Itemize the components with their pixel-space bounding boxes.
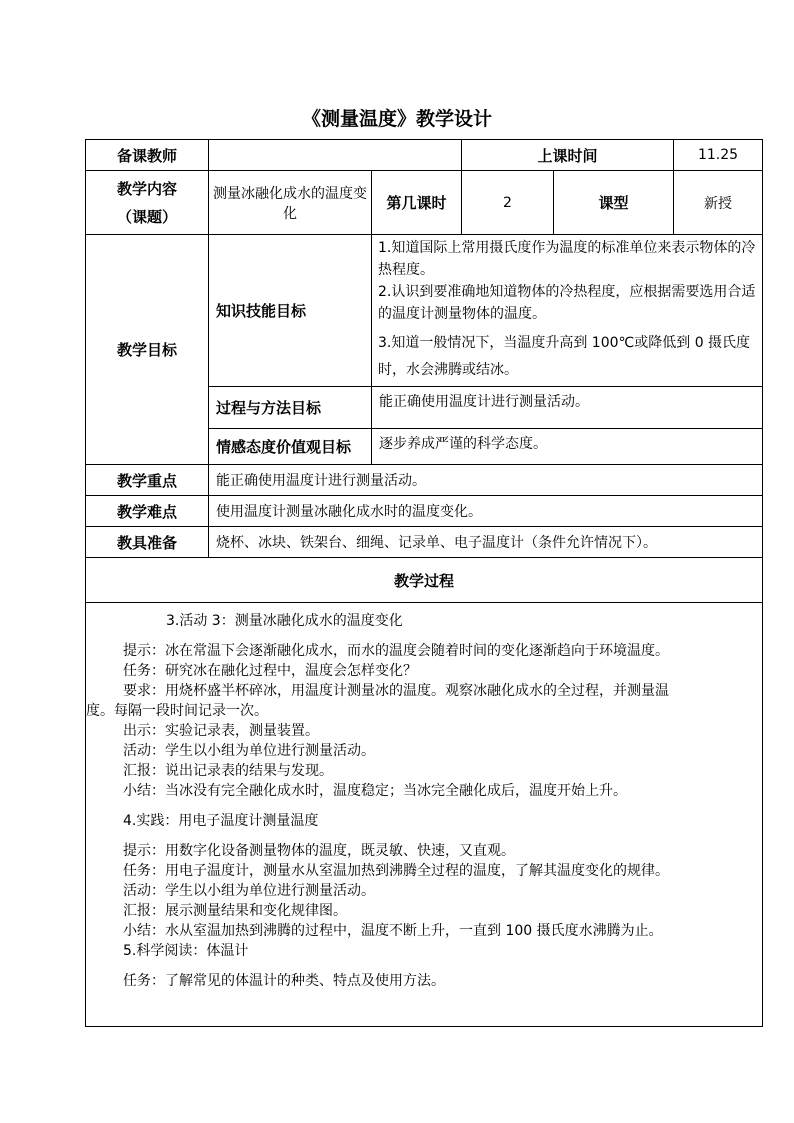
lesson-label: 第几课时 [372,171,462,235]
knowledge-items [372,235,763,387]
process-line: 出示：实验记录表，测量装置。 [123,723,319,739]
difficulty-label: 教学难点 [86,496,209,527]
row-difficulty [86,496,763,527]
row-key-point [86,465,763,496]
row-goals-knowledge [86,235,763,387]
process-line: 任务：研究冰在融化过程中，温度会怎样变化？ [123,663,417,679]
materials-label: 教具准备 [86,527,209,558]
process-line: 汇报：说出记录表的结果与发现。 [123,763,333,779]
reading5-title: 5.科学阅读：体温计 [123,943,249,959]
knowledge-item: 1.知道国际上常用摄氏度作为温度的标准单位来表示物体的冷热程度。 [378,240,756,278]
lesson-value: 2 [462,171,554,235]
teacher-label: 备课教师 [86,140,209,171]
row-teacher [86,140,763,171]
goals-label: 教学目标 [86,235,209,465]
time-value: 11.25 [674,140,763,171]
process-line: 小结：当冰没有完全融化成水时，温度稳定；当冰完全融化成后，温度开始上升。 [123,783,627,799]
materials-value: 烧杯、冰块、铁架台、细绳、记录单、电子温度计（条件允许情况下）。 [209,527,763,558]
process-goal-label: 过程与方法目标 [209,387,372,429]
process-line: 提示：冰在常温下会逐渐融化成水，而水的温度会随着时间的变化逐渐趋向于环境温度。 [123,643,669,659]
row-process-header [86,558,763,603]
process-line: 汇报：展示测量结果和变化规律图。 [123,903,347,919]
process-line: 活动：学生以小组为单位进行测量活动。 [123,883,375,899]
knowledge-label: 知识技能目标 [209,235,372,387]
process-body [86,603,763,1027]
key-point-label: 教学重点 [86,465,209,496]
row-materials [86,527,763,558]
process-line: 任务：了解常见的体温计的种类、特点及使用方法。 [123,973,445,989]
content-label-line-1: 教学内容 [116,179,177,198]
process-goal-value: 能正确使用温度计进行测量活动。 [372,387,763,429]
teacher-value [209,140,462,171]
content-value: 测量冰融化成水的温度变化 [209,171,372,235]
attitude-goal-label: 情感态度价值观目标 [209,429,372,465]
activity3-title: 3.活动 3：测量冰融化成水的温度变化 [166,613,403,629]
process-line: 要求：用烧杯盛半杯碎冰，用温度计测量冰的温度。观察冰融化成水的全过程，并测量温 [123,683,669,699]
process-line: 小结：水从室温加热到沸腾的过程中，温度不断上升，一直到 100 摄氏度水沸腾为止。 [123,923,663,939]
row-content [86,171,763,235]
process-line: 任务：用电子温度计，测量水从室温加热到沸腾全过程的温度，了解其温度变化的规律。 [123,863,669,879]
key-point-value: 能正确使用温度计进行测量活动。 [209,465,763,496]
process-line: 提示：用数字化设备测量物体的温度，既灵敏、快速，又直观。 [123,843,515,859]
process-line: 度。每隔一段时间记录一次。 [86,703,268,719]
type-value: 新授 [674,171,763,235]
knowledge-item: 2.认识到要准确地知道物体的冷热程度，应根据需要选用合适的温度计测量物体的温度。 [378,284,756,322]
difficulty-value: 使用温度计测量冰融化成水时的温度变化。 [209,496,763,527]
content-label-line-2: （课题） [116,207,177,226]
process-line: 活动：学生以小组为单位进行测量活动。 [123,743,375,759]
attitude-goal-value: 逐步养成严谨的科学态度。 [372,429,763,465]
practice4-title: 4.实践：用电子温度计测量温度 [123,813,319,829]
row-process-body [86,603,763,1027]
knowledge-item: 3.知道一般情况下，当温度升高到 100℃或降低到 0 摄氏度时，水会沸腾或结冰。 [378,335,751,378]
content-label [86,171,209,235]
type-label: 课型 [554,171,674,235]
time-label: 上课时间 [462,140,674,171]
page-title: 《测量温度》教学设计 [301,108,492,130]
process-header: 教学过程 [86,558,763,603]
lesson-plan-table [85,139,763,1027]
